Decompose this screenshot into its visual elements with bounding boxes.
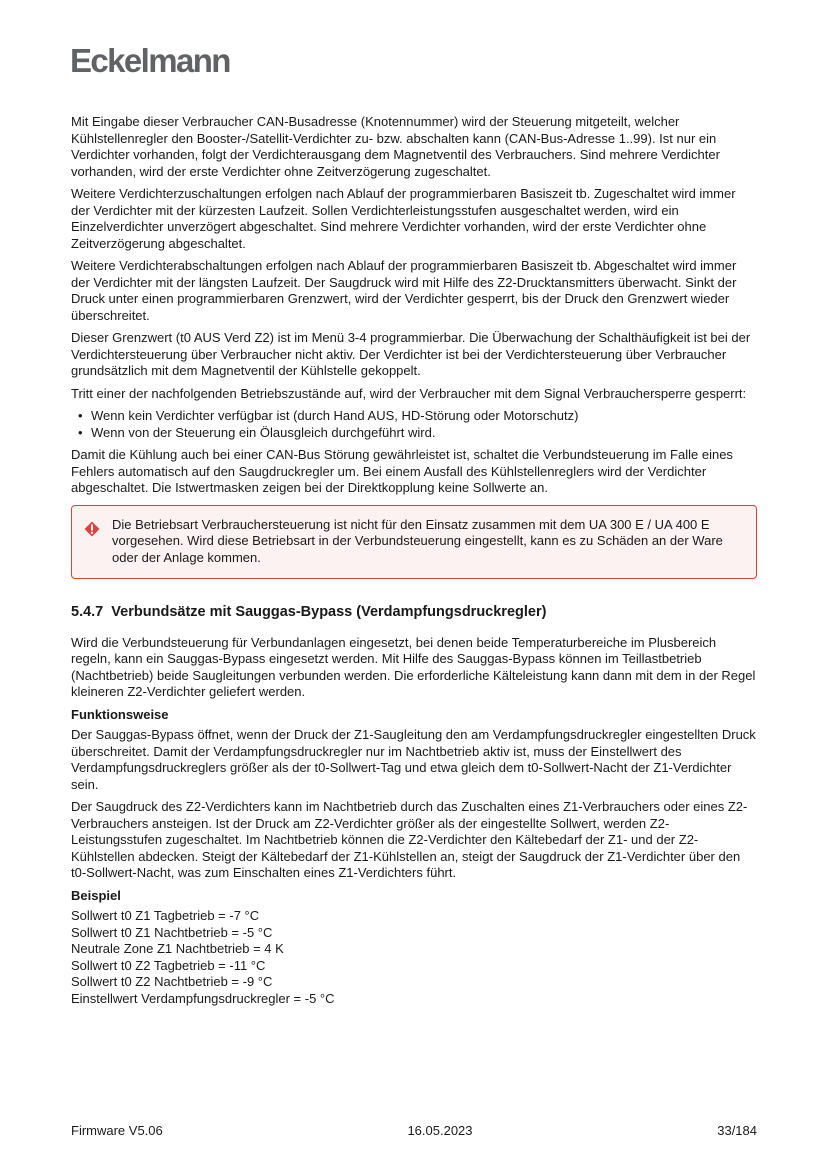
paragraph: Weitere Verdichterabschaltungen erfolgen nach Ablauf der programmierbaren Basiszeit tb. Abgeschaltet wird immer der Verdichter mit der längsten Laufzeit. Der Saugdruck wird mit Hilfe des Z2-Drucktansmitters überwacht. Sinkt der Druck unter einen programmierbaren Grenzwert, wird der Verdichter gesperrt, bis der Druck den Grenzwert wieder überschreitet.	[71, 258, 737, 323]
subheading-beispiel: Beispiel	[71, 887, 121, 903]
paragraph: Damit die Kühlung auch bei einer CAN-Bus Störung gewährleistet ist, schaltet die Verbundsteuerung im Falle eines Fehlers automatisch auf den Saugdruckregler um. Bei einem Ausfall des Kühlstellenreglers wird der Verdichter abgeschaltet. Die Istwertmasken zeigen bei der Direktkopplung keine Sollwerte an.	[71, 447, 733, 495]
bullet-list	[71, 408, 757, 441]
footer-date: 16.05.2023	[407, 1123, 473, 1138]
warning-text: Die Betriebsart Verbrauchersteuerung ist nicht für den Einsatz zusammen mit dem UA 300 E / UA 400 E vorgesehen. Wird diese Betriebsart in der Verbundsteuerung eingestellt, kann es zu Schäden an der Ware oder der Anlage kommen.	[112, 516, 723, 565]
page-content	[71, 114, 757, 1007]
example-line: Sollwert t0 Z1 Nachtbetrieb = -5 °C	[71, 924, 273, 940]
paragraph: Weitere Verdichterzuschaltungen erfolgen nach Ablauf der programmierbaren Basiszeit tb. Zugeschaltet wird immer der Verdichter mit der kürzesten Laufzeit. Sollen Verdichterleistungsstufen ausgeschaltet werden, wird ein Einzelverdichter unverzögert abgeschaltet. Sind mehrere Verdichter vorhanden, wird der erste Verdichter ohne Zeitverzögerung abgeschaltet.	[71, 186, 736, 251]
warning-box	[71, 505, 757, 580]
paragraph: Der Sauggas-Bypass öffnet, wenn der Druck der Z1-Saugleitung den am Verdampfungsdruckregler eingestellten Druck überschreitet. Damit der Verdampfungsdruckregler nur im Nachtbetrieb aktiv ist, muss der Einstellwert des Verdampfungsdruckreglers größer als der t0-Sollwert-Tag und etwa gleich dem t0-Sollwert-Nacht der Z1-Verdichter sein.	[71, 727, 756, 792]
paragraph: Der Saugdruck des Z2-Verdichters kann im Nachtbetrieb durch das Zuschalten eines Z1-Verbrauchers oder eines Z2-Verbrauchers ansteigen. Ist der Druck am Z2-Verdichter größer als der eingestellte Sollwert, werden Z2-Leistungsstufen zugeschaltet. Im Nachtbetrieb können die Z2-Verdichter den Kältebedarf der Z1- und der Z2-Kühlstellen abdecken. Steigt der Kältebedarf der Z1-Kühlstellen an, steigt der Saugdruck der Z1-Verdichter über den t0-Sollwert-Nacht, was zum Einschalten eines Z1-Verdichters führt.	[71, 799, 748, 880]
list-item: • Wenn kein Verdichter verfügbar ist (durch Hand AUS, HD-Störung oder Motorschutz)	[91, 408, 757, 425]
eckelmann-logo: Eckelmann	[70, 42, 230, 79]
example-line: Sollwert t0 Z2 Tagbetrieb = -11 °C	[71, 957, 266, 973]
section-heading: 5.4.7 Verbundsätze mit Sauggas-Bypass (Verdampfungsdruckregler)	[71, 604, 547, 620]
paragraph: Tritt einer der nachfolgenden Betriebszustände auf, wird der Verbraucher mit dem Signal Verbrauchersperre gesperrt:	[71, 385, 747, 401]
warning-diamond-icon	[84, 521, 100, 537]
subheading-funktionsweise: Funktionsweise	[71, 706, 169, 722]
footer-page-number: 33/184	[717, 1123, 757, 1138]
page-footer	[71, 1123, 757, 1138]
example-line: Sollwert t0 Z1 Tagbetrieb = -7 °C	[71, 908, 260, 923]
footer-firmware: Firmware V5.06	[71, 1123, 163, 1138]
paragraph: Wird die Verbundsteuerung für Verbundanlagen eingesetzt, bei denen beide Temperaturbereiche im Plusbereich regeln, kann ein Sauggas-Bypass eingesetzt werden. Mit Hilfe des Sauggas-Bypass können im Teillastbetrieb (Nachtbetrieb) beide Saugleitungen verbunden werden. Die erforderliche Kälteleistung kann dann mit dem in der Regel kleineren Z2-Verdichter geliefert werden.	[71, 634, 756, 699]
paragraph: Dieser Grenzwert (t0 AUS Verd Z2) ist im Menü 3-4 programmierbar. Die Überwachung der Schalthäufigkeit ist bei der Verdichtersteuerung über Verbraucher nicht aktiv. Der Verdichter ist bei der Verdichtersteuerung über Verbraucher grundsätzlich mit dem Magnetventil der Kühlstelle gekoppelt.	[71, 330, 751, 378]
example-line: Sollwert t0 Z2 Nachtbetrieb = -9 °C	[71, 974, 273, 989]
example-list	[71, 908, 757, 1007]
list-item: • Wenn von der Steuerung ein Ölausgleich durchgeführt wird.	[91, 425, 757, 442]
paragraph: Mit Eingabe dieser Verbraucher CAN-Busadresse (Knotennummer) wird der Steuerung mitgeteilt, welcher Kühlstellenregler den Booster-/Satellit-Verdichter zu- bzw. abschalten kann (CAN-Bus-Adresse 1..99). Ist nur ein Verdichter vorhanden, folgt der Verdichterausgang dem Magnetventil des Verbrauchers. Sind mehrere Verdichter vorhanden, wird der erste Verdichter ohne Zeitverzögerung zugeschaltet.	[71, 114, 720, 179]
example-line: Neutrale Zone Z1 Nachtbetrieb = 4 K	[71, 941, 284, 956]
example-line: Einstellwert Verdampfungsdruckregler = -5 °C	[71, 990, 335, 1006]
